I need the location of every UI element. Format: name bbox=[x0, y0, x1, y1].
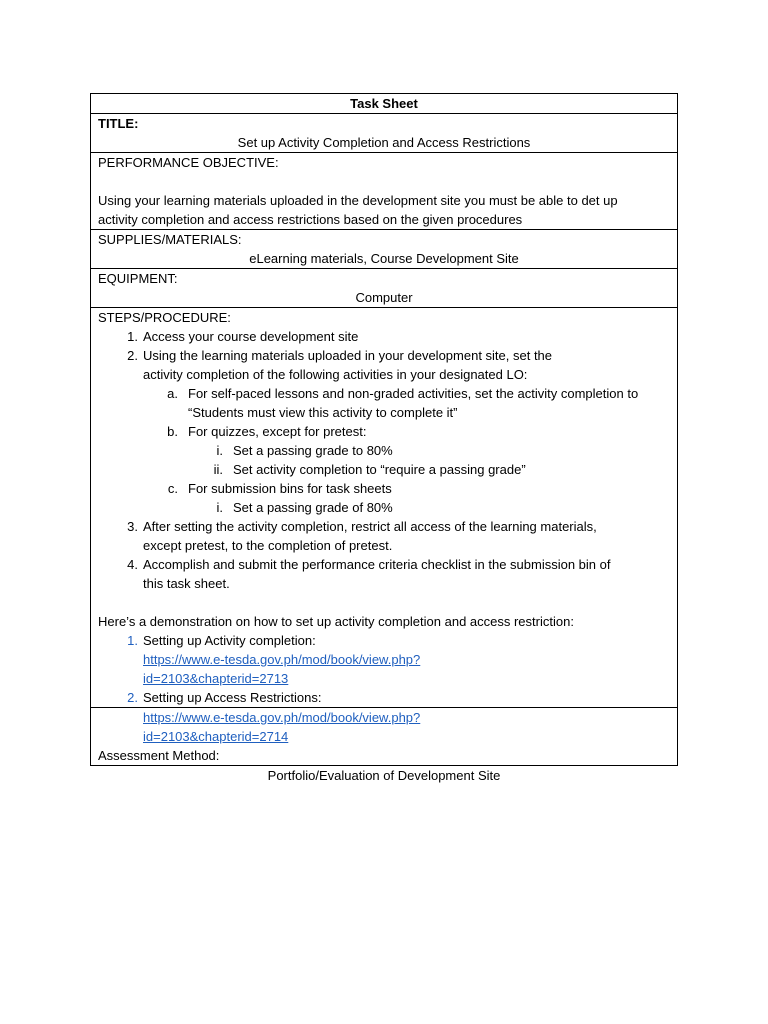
equipment-value: Computer bbox=[355, 290, 413, 305]
supplies-label: SUPPLIES/MATERIALS: bbox=[98, 232, 242, 247]
step-text-line2: activity completion of the following activities in your designated LO: bbox=[143, 367, 528, 382]
title-section bbox=[90, 113, 678, 152]
step-marker: 4. bbox=[127, 557, 138, 572]
step-text-line1: Using the learning materials uploaded in your development site, set the bbox=[143, 348, 553, 363]
roman-text: Set a passing grade of 80% bbox=[233, 500, 393, 515]
steps-label: STEPS/PROCEDURE: bbox=[98, 310, 231, 325]
roman-marker: i. bbox=[216, 443, 223, 458]
substep-marker: a. bbox=[167, 386, 178, 401]
step-item-4 bbox=[98, 555, 670, 593]
step-text-line2: this task sheet. bbox=[143, 576, 230, 591]
assessment-value: Portfolio/Evaluation of Development Site bbox=[267, 768, 501, 783]
task-sheet-header bbox=[90, 93, 678, 113]
title-value: Set up Activity Completion and Access Restrictions bbox=[237, 135, 531, 150]
step-text: Access your course development site bbox=[143, 329, 359, 344]
equipment-label: EQUIPMENT: bbox=[98, 271, 178, 286]
steps-section bbox=[90, 307, 678, 707]
activity-completion-link[interactable] bbox=[143, 650, 670, 688]
demo-text: Setting up Activity completion: bbox=[143, 633, 316, 648]
step-item-1 bbox=[98, 327, 670, 346]
substep-text-line2: “Students must view this activity to complete it” bbox=[188, 405, 458, 420]
link-line1[interactable]: https://www.e-tesda.gov.ph/mod/book/view.php? bbox=[143, 710, 421, 725]
equipment-section bbox=[90, 268, 678, 307]
assessment-section bbox=[90, 766, 678, 785]
roman-text: Set a passing grade to 80% bbox=[233, 443, 393, 458]
objective-text-line2: activity completion and access restrictions based on the given procedures bbox=[98, 212, 523, 227]
demo-intro: Here’s a demonstration on how to set up activity completion and access restriction: bbox=[98, 614, 574, 629]
substep-marker: c. bbox=[167, 481, 178, 496]
substep-text: For quizzes, except for pretest: bbox=[188, 424, 367, 439]
demo-item-2-link bbox=[98, 708, 670, 746]
step-text-line1: Accomplish and submit the performance criteria checklist in the submission bin of bbox=[143, 557, 611, 572]
link-line2[interactable]: id=2103&chapterid=2714 bbox=[143, 729, 289, 744]
step-text-line2: except pretest, to the completion of pretest. bbox=[143, 538, 393, 553]
substep-item-c bbox=[98, 479, 670, 498]
demo-marker: 2. bbox=[127, 690, 138, 705]
demo-marker: 1. bbox=[127, 633, 138, 648]
substep-c-item-i bbox=[98, 498, 670, 517]
step-text-line1: After setting the activity completion, restrict all access of the learning materials, bbox=[143, 519, 597, 534]
substep-item-a bbox=[98, 384, 670, 422]
objective-label: PERFORMANCE OBJECTIVE: bbox=[98, 155, 279, 170]
roman-marker: ii. bbox=[213, 462, 223, 477]
substep-b-item-i bbox=[98, 441, 670, 460]
demo-item-2-label bbox=[98, 688, 670, 707]
step-marker: 1. bbox=[127, 329, 138, 344]
step-marker: 2. bbox=[127, 348, 138, 363]
steps-spacer bbox=[98, 593, 670, 612]
title-label: TITLE: bbox=[98, 116, 139, 131]
access-restrictions-link[interactable] bbox=[143, 708, 670, 746]
substep-text-line1: For self-paced lessons and non-graded activities, set the activity completion to bbox=[188, 386, 639, 401]
link-line1[interactable]: https://www.e-tesda.gov.ph/mod/book/view.php? bbox=[143, 652, 421, 667]
demo-text: Setting up Access Restrictions: bbox=[143, 690, 322, 705]
objective-text-line1: Using your learning materials uploaded in the development site you must be able to det up bbox=[98, 193, 618, 208]
supplies-section bbox=[90, 229, 678, 268]
step-item-3 bbox=[98, 517, 670, 555]
demo-item-1 bbox=[98, 631, 670, 688]
substep-marker: b. bbox=[167, 424, 178, 439]
step-item-2 bbox=[98, 346, 670, 384]
supplies-value: eLearning materials, Course Development Site bbox=[249, 251, 519, 266]
task-sheet bbox=[90, 93, 678, 785]
substep-text: For submission bins for task sheets bbox=[188, 481, 392, 496]
access-restrictions-link-row bbox=[90, 707, 678, 766]
substep-item-b bbox=[98, 422, 670, 441]
assessment-label: Assessment Method: bbox=[98, 748, 220, 763]
link-line2[interactable]: id=2103&chapterid=2713 bbox=[143, 671, 289, 686]
step-marker: 3. bbox=[127, 519, 138, 534]
objective-spacer bbox=[98, 172, 670, 191]
roman-marker: i. bbox=[216, 500, 223, 515]
objective-section bbox=[90, 152, 678, 229]
task-sheet-title: Task Sheet bbox=[350, 96, 418, 111]
substep-b-item-ii bbox=[98, 460, 670, 479]
roman-text: Set activity completion to “require a passing grade” bbox=[233, 462, 526, 477]
